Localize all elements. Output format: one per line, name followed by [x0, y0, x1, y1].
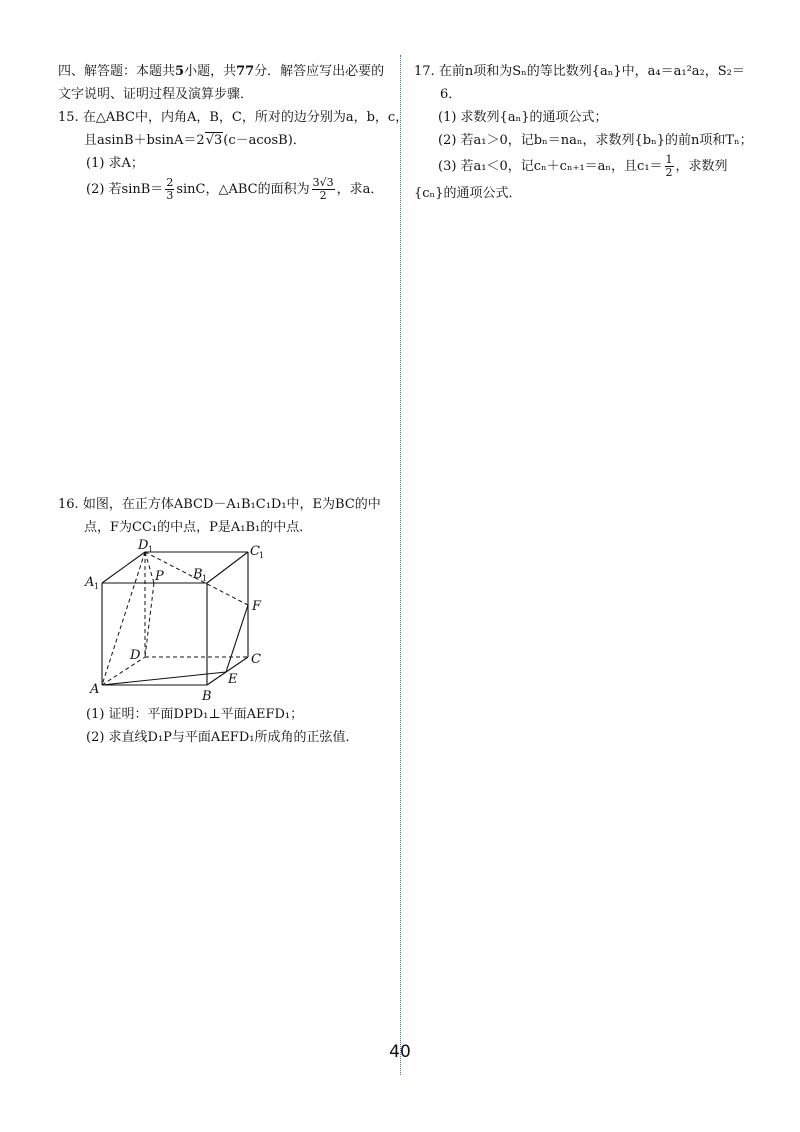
q17-stem: 17. 在前n项和为Sₙ的等比数列{aₙ}中，a₄＝a₁²a₂，S₂＝ — [414, 64, 745, 79]
hidden-D1A — [102, 552, 145, 685]
q17-part2: (2) 若a₁＞0，记bₙ＝naₙ，求数列{bₙ}的前n项和Tₙ； — [438, 133, 753, 148]
q15-part2: (2) 若sinB＝ $\frac{2}{3}$ sinC，△ABC的面积为 $\frac{3√3}{2}$ ，求a． — [86, 176, 384, 202]
label-D1: D — [138, 538, 149, 553]
label-B1: B — [193, 567, 203, 582]
section-heading-line2: 文字说明、证明过程及演算步骤． — [58, 87, 254, 102]
section-heading: 四、解答题：本题共5小题，共77分．解答应写出必要的 — [58, 64, 385, 79]
segment-EF — [226, 605, 248, 672]
cube-diagram — [80, 535, 280, 705]
q15-part1: (1) 求A； — [86, 156, 144, 171]
svg-text:1: 1 — [148, 545, 154, 554]
q17-part1: (1) 求数列{aₙ}的通项公式； — [438, 110, 608, 125]
edge-B1C1 — [207, 552, 248, 583]
svg-text:1: 1 — [94, 582, 100, 591]
label-C1: C — [250, 544, 260, 559]
svg-text:1: 1 — [202, 574, 208, 583]
q16-number: 16. — [58, 497, 79, 512]
cube-figure — [80, 535, 280, 705]
svg-text:1: 1 — [259, 551, 265, 560]
q15-stem-line2: 且asinB＋bsinA＝2√3(c－acosB)． — [84, 133, 306, 148]
q15-number: 15. — [58, 110, 79, 125]
q16-stem: 16. 如图，在正方体ABCD－A₁B₁C₁D₁中，E为BC的中 点，F为CC₁的中点，P是A₁B₁的中点． — [58, 497, 381, 535]
label-A1: A — [85, 575, 95, 590]
fraction: $\frac{2}{3}$ — [166, 176, 174, 202]
label-F: F — [252, 599, 262, 614]
label-P: P — [155, 569, 164, 584]
hidden-PD — [145, 583, 154, 657]
label-B: B — [202, 689, 212, 704]
q16-part1: (1) 证明：平面DPD₁⊥平面AEFD₁； — [86, 707, 304, 722]
area-fraction: $\frac{3√3}{2}$ — [312, 176, 334, 202]
page-number: 40 — [389, 1042, 411, 1062]
q17-part3: (3) 若a₁＜0，记cₙ＋cₙ₊₁＝aₙ，且c₁＝ $\frac{1}{2}$ ，求数列 — [438, 153, 728, 179]
q16-parts — [58, 703, 394, 749]
left-column — [58, 60, 409, 205]
q17-part3-line2: {cₙ}的通项公式． — [414, 186, 522, 201]
q15-stem: 15. 在△ABC中，内角A，B，C，所对的边分别为a，b，c， — [58, 110, 409, 125]
fraction: $\frac{1}{2}$ — [665, 153, 673, 179]
label-A: A — [90, 682, 100, 697]
sqrt-radical: √3 — [205, 133, 223, 148]
label-E: E — [228, 672, 238, 687]
label-C: C — [251, 652, 261, 667]
column-divider — [400, 55, 401, 1075]
hidden-D1P — [145, 552, 154, 583]
right-column: 17. 在前n项和为Sₙ的等比数列{aₙ}中，a₄＝a₁²a₂，S₂＝ 6． (1) 求数列{aₙ}的通项公式； (2) 若a₁＞0，记bₙ＝naₙ，求数列{bₙ}的前n项和Tₙ； (3) 若a₁＜0，记cₙ＋cₙ₊₁＝aₙ，且c₁＝ $\frac{1}{2}$ ，求数列 {cₙ}的通项公式． — [414, 60, 754, 205]
q17-number: 17. — [414, 64, 435, 79]
q16-part2: (2) 求直线D₁P与平面AEFD₁所成角的正弦值． — [86, 730, 359, 745]
label-D: D — [130, 648, 141, 663]
edge-A1D1 — [102, 552, 145, 583]
